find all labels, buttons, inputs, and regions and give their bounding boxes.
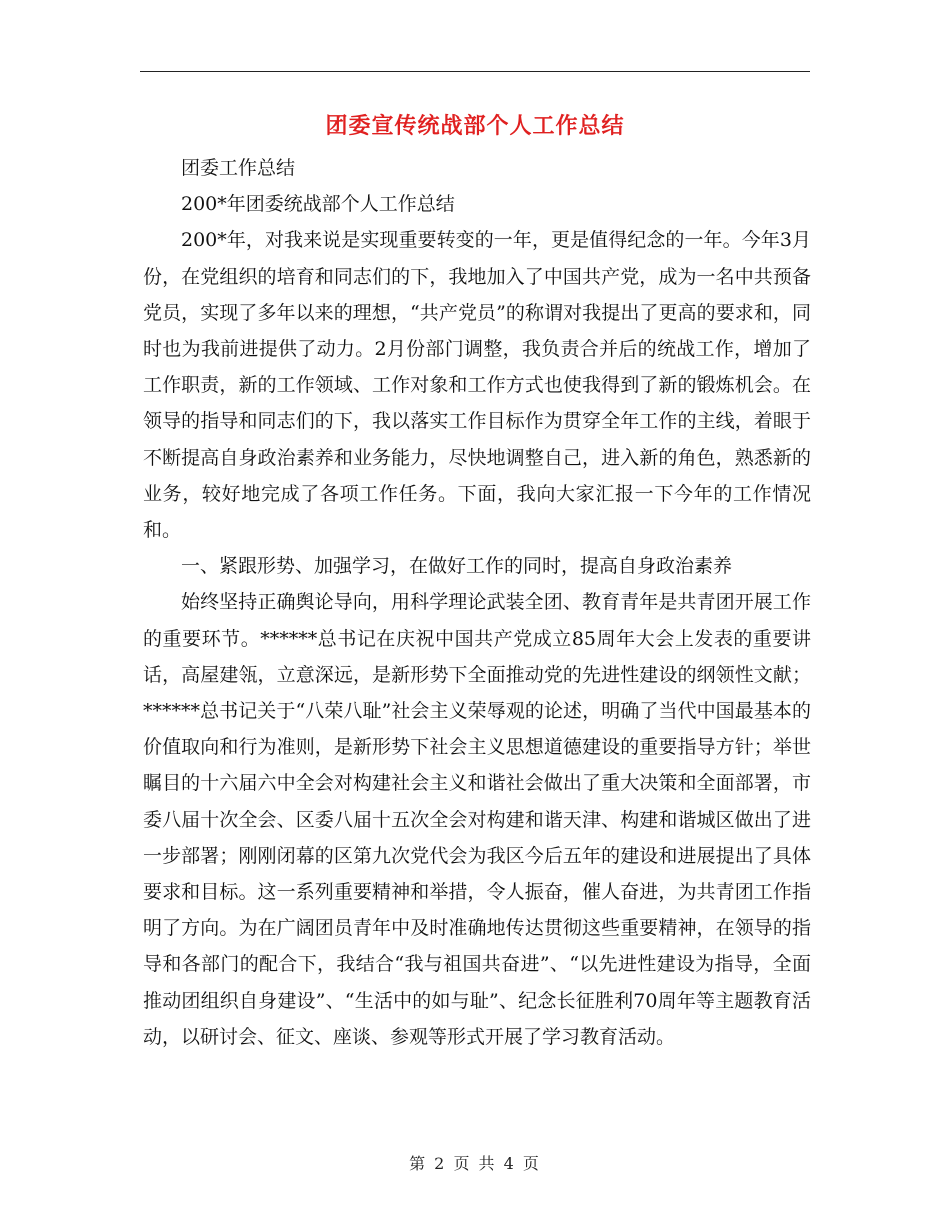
page-number-footer: 第 2 页 共 4 页 [409,1154,541,1173]
document-body [143,150,811,1055]
paragraph-section-1: 始终坚持正确舆论导向，用科学理论武装全团、教育青年是共青团开展工作的重要环节。******总书记在庆祝中国共产党成立85周年大会上发表的重要讲话，高屋建瓴，立意深远，是新形势下全面推动党的先进性建设的纲领性文献；******总书记关于“八荣八耻”社会主义荣辱观的论述，明确了当代中国最基本的价值取向和行为准则，是新形势下社会主义思想道德建设的重要指导方针；举世瞩目的十六届六中全会对构建社会主义和谐社会做出了重大决策和全面部署，市委八届十次全会、区委八届十五次全会对构建和谐天津、构建和谐城区做出了进一步部署；刚刚闭幕的区第九次党代会为我区今后五年的建设和进展提出了具体要求和目标。这一系列重要精神和举措，令人振奋，催人奋进，为共青团工作指明了方向。为在广阔团员青年中及时准确地传达贯彻这些重要精神，在领导的指导和各部门的配合下，我结合“我与祖国共奋进”、“以先进性建设为指导，全面推动团组织自身建设”、“生活中的如与耻”、纪念长征胜利70周年等主题教育活动，以研讨会、征文、座谈、参观等形式开展了学习教育活动。 [143,591,811,1048]
paragraph-intro: 200*年，对我来说是实现重要转变的一年，更是值得纪念的一年。今年3月份，在党组织的培育和同志们的下，我地加入了中国共产党，成为一名中共预备党员，实现了多年以来的理想，“共产党员”的称谓对我提出了更高的要求和，同时也为我前进提供了动力。2月份部门调整，我负责合并后的统战工作，增加了工作职责，新的工作领域、工作对象和工作方式也使我得到了新的锻炼机会。在领导的指导和同志们的下，我以落实工作目标作为贯穿全年工作的主线，着眼于不断提高自身政治素养和业务能力，尽快地调整自己，进入新的角色，熟悉新的业务，较好地完成了各项工作任务。下面，我向大家汇报一下今年的工作情况和。 [143,229,811,542]
paragraph-subtitle: 团委工作总结 [181,157,296,179]
paragraph-report-title: 200*年团委统战部个人工作总结 [181,193,455,216]
section-heading-1: 一、紧跟形势、加强学习，在做好工作的同时，提高自身政治素养 [181,555,733,578]
document-title: 团委宣传统战部个人工作总结 [325,113,625,139]
header-rule [140,71,810,72]
